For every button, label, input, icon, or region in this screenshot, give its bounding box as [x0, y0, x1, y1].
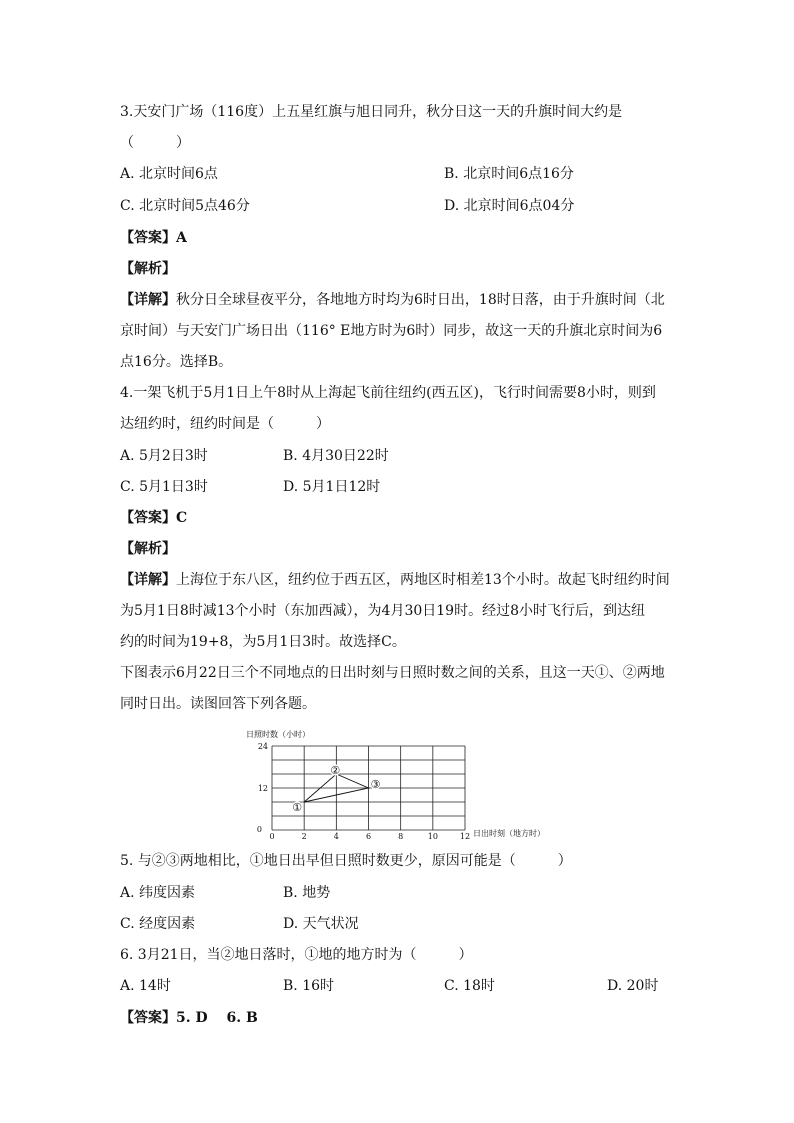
- q4-detail-line-2: 为5月1日8时减13个小时（东加西减），为4月30日19时。经过8小时飞行后，到达纽: [120, 603, 645, 619]
- q6-option-d: D. 20时: [607, 978, 659, 994]
- q4-stem-line-2: 达纽约时，纽约时间是（ ）: [120, 416, 330, 432]
- point-label: ②: [330, 764, 341, 777]
- point-label: ①: [292, 801, 303, 814]
- q3-answer: 【答案】A: [120, 230, 187, 246]
- q5-option-c: C. 经度因素: [120, 916, 196, 932]
- q5-option-b: B. 地势: [283, 885, 331, 901]
- q3-option-c: C. 北京时间5点46分: [120, 198, 250, 214]
- q3-detail-label: 【详解】: [120, 292, 176, 308]
- q4-option-a: A. 5月2日3时: [120, 448, 208, 464]
- y-tick-label: 0: [256, 825, 262, 834]
- x-tick-label: 4: [333, 832, 339, 841]
- point-label: ③: [370, 778, 381, 791]
- q3-stem: 3.天安门广场（116度）上五星红旗与旭日同升，秋分日这一天的升旗时间大约是: [120, 104, 623, 120]
- q4-detail-line-1: 【详解】上海位于东八区，纽约位于西五区，两地区时相差13个小时。故起飞时纽约时间: [120, 572, 670, 588]
- y-tick-label: 24: [257, 742, 268, 751]
- q6-option-c: C. 18时: [444, 978, 495, 994]
- x-axis-label: 日出时刻（地方时）: [473, 829, 545, 838]
- q3-option-a: A. 北京时间6点: [120, 166, 218, 182]
- q4-detail-label: 【详解】: [120, 572, 176, 588]
- intro-line-1: 下图表示6月22日三个不同地点的日出时刻与日照时数之间的关系，且这一天①、②两地: [120, 665, 665, 681]
- q4-option-d: D. 5月1日12时: [283, 479, 381, 495]
- q6-option-a: A. 14时: [120, 978, 171, 994]
- x-tick-label: 6: [365, 832, 372, 841]
- x-tick-label: 8: [398, 832, 404, 841]
- x-tick-label: 12: [459, 832, 471, 841]
- q4-detail-line-3: 约的时间为19+8，为5月1日3时。故选择C。: [120, 634, 406, 650]
- q3-detail-line-3: 点16分。选择B。: [120, 354, 233, 370]
- q3-analysis: 【解析】: [120, 261, 176, 277]
- q6-option-b: B. 16时: [283, 978, 335, 994]
- answer-5-6: 【答案】5. D 6. B: [120, 1010, 258, 1026]
- q5-option-a: A. 纬度因素: [120, 885, 196, 901]
- q4-option-c: C. 5月1日3时: [120, 479, 208, 495]
- y-axis-label: 日照时数（小时）: [246, 730, 310, 739]
- q4-analysis: 【解析】: [120, 541, 176, 557]
- q3-paren: （ ）: [120, 135, 190, 151]
- q3-option-d: D. 北京时间6点04分: [444, 198, 575, 214]
- x-tick-label: 0: [269, 832, 275, 841]
- q4-stem-line-1: 4.一架飞机于5月1日上午8时从上海起飞前往纽约(西五区)，飞行时间需要8小时，则到: [120, 385, 656, 401]
- q3-detail-line-1: 【详解】秋分日全球昼夜平分，各地地方时均为6时日出，18时日落，由于升旗时间（北: [120, 292, 665, 308]
- q6-stem: 6. 3月21日，当②地日落时，①地的地方时为（ ）: [120, 947, 473, 963]
- x-tick-label: 10: [427, 832, 438, 841]
- q3-detail-line-2: 京时间）与天安门广场日出（116° E地方时为6时）同步，故这一天的升旗北京时间为6: [120, 323, 663, 339]
- q3-option-b: B. 北京时间6点16分: [444, 166, 574, 182]
- x-tick-label: 2: [301, 832, 307, 841]
- q5-stem: 5. 与②③两地相比，①地日出早但日照时数更少，原因可能是（ ）: [120, 853, 572, 869]
- q4-option-b: B. 4月30日22时: [283, 448, 389, 464]
- q5-option-d: D. 天气状况: [283, 916, 359, 932]
- sunrise-chart: [244, 726, 564, 846]
- q4-answer: 【答案】C: [120, 510, 188, 526]
- y-tick-label: 12: [257, 784, 268, 793]
- intro-line-2: 同时日出。读图回答下列各题。: [120, 696, 316, 712]
